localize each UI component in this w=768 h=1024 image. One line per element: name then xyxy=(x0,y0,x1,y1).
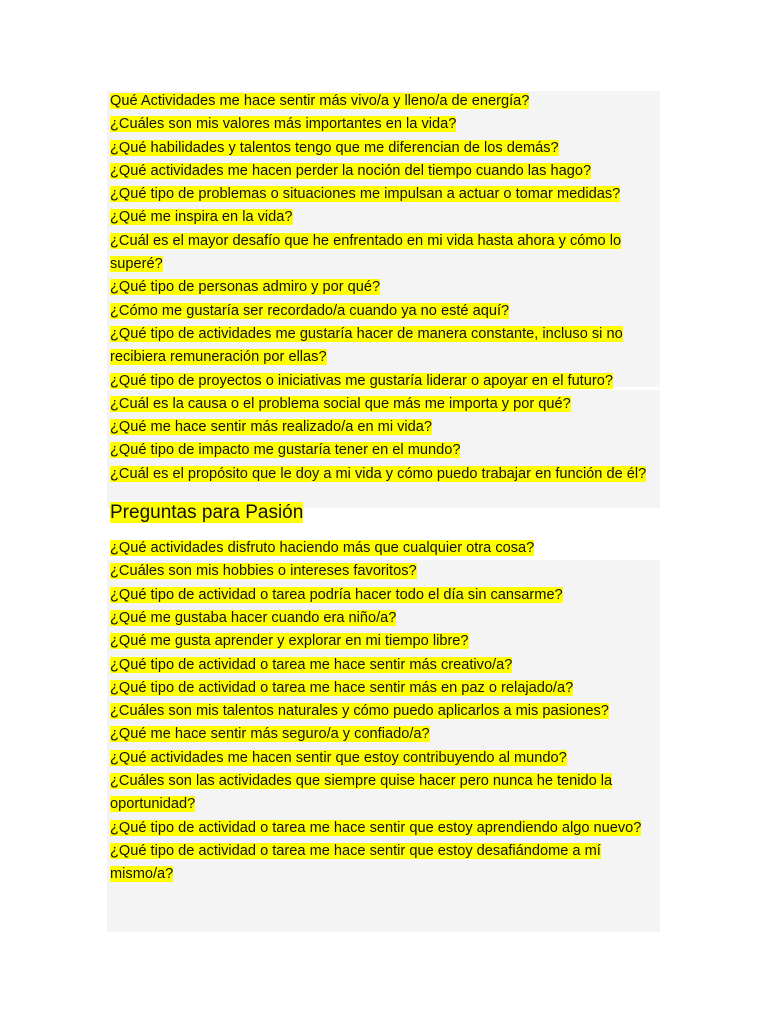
question-item: ¿Cuáles son las actividades que siempre quise hacer pero nunca he tenido la oportunidad? xyxy=(110,773,613,813)
question-item: ¿Qué tipo de impacto me gustaría tener en el mundo? xyxy=(110,442,461,459)
question-item: ¿Qué tipo de actividades me gustaría hacer de manera constante, incluso si no recibiera remuneración por ellas? xyxy=(110,325,623,366)
question-item: ¿Qué actividades disfruto haciendo más que cualquier otra cosa? xyxy=(110,540,535,557)
question-list-passion xyxy=(110,537,655,886)
question-item: ¿Cómo me gustaría ser recordado/a cuando ya no esté aquí? xyxy=(110,302,510,319)
question-item: ¿Cuáles son mis talentos naturales y cómo puedo aplicarlos a mis pasiones? xyxy=(110,703,609,720)
question-item: ¿Qué tipo de proyectos o iniciativas me gustaría liderar o apoyar en el futuro? xyxy=(110,372,613,389)
question-item: ¿Qué tipo de actividad o tarea me hace sentir más en paz o relajado/a? xyxy=(110,679,574,696)
question-item: ¿Qué tipo de actividad o tarea me hace sentir más creativo/a? xyxy=(110,656,513,673)
question-item: ¿Cuál es el mayor desafío que he enfrentado en mi vida hasta ahora y cómo lo superé? xyxy=(110,232,622,273)
question-item: ¿Cuáles son mis hobbies o intereses favoritos? xyxy=(110,563,417,580)
question-item: ¿Qué me gustaba hacer cuando era niño/a? xyxy=(110,609,397,626)
question-item: ¿Cuáles son mis valores más importantes en la vida? xyxy=(110,116,457,133)
question-item: ¿Qué actividades me hacen sentir que estoy contribuyendo al mundo? xyxy=(110,749,567,766)
question-item: ¿Qué me gusta aprender y explorar en mi tiempo libre? xyxy=(110,633,469,650)
question-item: Qué Actividades me hace sentir más vivo/a y lleno/a de energía? xyxy=(110,93,530,109)
question-item: ¿Qué habilidades y talentos tengo que me diferencian de los demás? xyxy=(110,139,559,156)
question-item: ¿Cuál es la causa o el problema social que más me importa y por qué? xyxy=(110,395,571,412)
question-list-purpose xyxy=(110,90,655,486)
section-heading-pasion: Preguntas para Pasión xyxy=(110,502,304,524)
question-item: ¿Qué me inspira en la vida? xyxy=(110,209,293,226)
question-item: ¿Qué tipo de problemas o situaciones me impulsan a actuar o tomar medidas? xyxy=(110,186,621,203)
question-item: ¿Cuál es el propósito que le doy a mi vida y cómo puedo trabajar en función de él? xyxy=(110,465,647,482)
question-item: ¿Qué me hace sentir más seguro/a y confiado/a? xyxy=(110,726,430,743)
question-item: ¿Qué me hace sentir más realizado/a en mi vida? xyxy=(110,419,433,436)
document-body xyxy=(110,90,655,887)
question-item: ¿Qué tipo de actividad o tarea me hace sentir que estoy aprendiendo algo nuevo? xyxy=(110,819,642,836)
question-item: ¿Qué tipo de actividad o tarea me hace sentir que estoy desafiándome a mí mismo/a? xyxy=(110,842,601,883)
question-item: ¿Qué tipo de actividad o tarea podría hacer todo el día sin cansarme? xyxy=(110,586,563,603)
question-item: ¿Qué tipo de personas admiro y por qué? xyxy=(110,279,381,296)
question-item: ¿Qué actividades me hacen perder la noción del tiempo cuando las hago? xyxy=(110,162,592,179)
